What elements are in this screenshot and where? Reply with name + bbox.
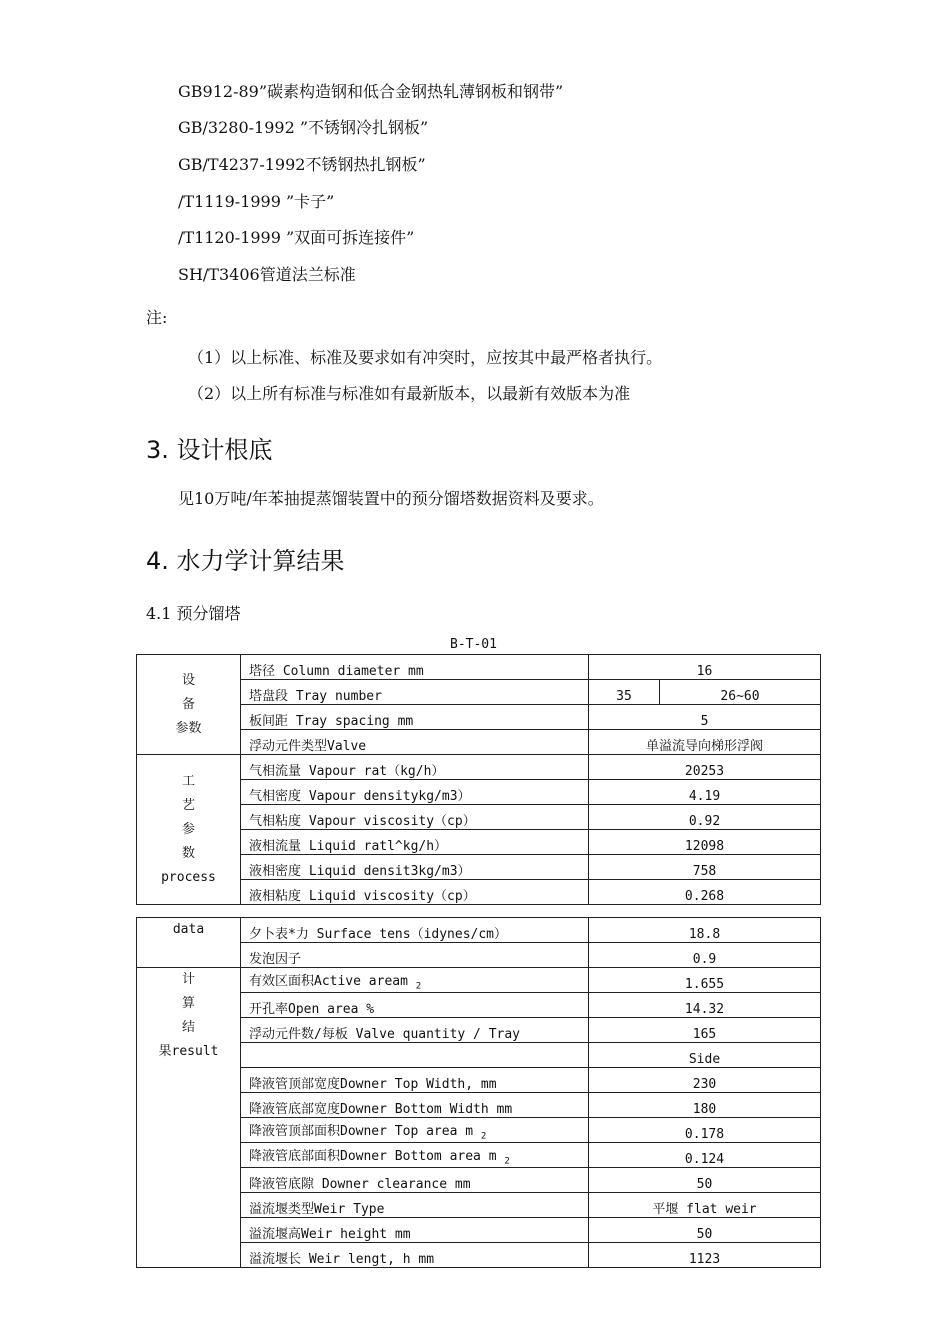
- row-value: 50: [589, 1168, 821, 1193]
- row-value: 1123: [589, 1243, 821, 1268]
- row-label: 液相流量 Liquid ratl^kg/h）: [241, 830, 589, 855]
- row-label: [241, 1043, 589, 1068]
- row-label: 液相粘度 Liquid viscosity（cp）: [241, 880, 589, 905]
- row-value: 20253: [589, 755, 821, 780]
- row-label: 有效区面积Active aream $_2$: [241, 968, 589, 993]
- row-value: 5: [589, 705, 821, 730]
- section-heading: 4. 水力学计算结果: [146, 547, 345, 575]
- row-label: 降液管顶部宽度Downer Top Width, mm: [241, 1068, 589, 1093]
- standard-item: SH/T3406管道法兰标准: [178, 265, 356, 284]
- row-label: 板间距 Tray spacing mm: [241, 705, 589, 730]
- row-value: 0.268: [589, 880, 821, 905]
- row-value: 12098: [589, 830, 821, 855]
- note-item: （1）以上标准、标准及要求如有冲突时，应按其中最严格者执行。: [188, 348, 663, 367]
- row-label: 发泡因子: [241, 943, 589, 968]
- row-value: 单溢流导向梯形浮阀: [589, 730, 821, 755]
- section-text: 见10万吨/年苯抽提蒸馏装置中的预分馏塔数据资料及要求。: [178, 489, 604, 508]
- note-label: 注:: [146, 308, 168, 327]
- row-value: 230: [589, 1068, 821, 1093]
- row-label: 浮动元件类型Valve: [241, 730, 589, 755]
- table-row: [137, 918, 821, 943]
- row-value: 0.124: [589, 1143, 821, 1168]
- row-value: 165: [589, 1018, 821, 1043]
- table-title: B-T-01: [450, 637, 497, 652]
- row-label: 夕卜表*力 Surface tens（idynes/cm）: [241, 918, 589, 943]
- table-row: [137, 755, 821, 780]
- row-label: 溢流堰类型Weir Type: [241, 1193, 589, 1218]
- note-item: （2）以上所有标准与标准如有最新版本，以最新有效版本为准: [188, 384, 631, 403]
- table-row: [137, 968, 821, 993]
- row-label: 溢流堰高Weir height mm: [241, 1218, 589, 1243]
- row-value: 16: [589, 655, 821, 680]
- row-label: 降液管底部面积Downer Bottom area m $_2$: [241, 1143, 589, 1168]
- row-label: 气相流量 Vapour rat（kg/h）: [241, 755, 589, 780]
- row-label: 降液管底隙 Downer clearance mm: [241, 1168, 589, 1193]
- group-equipment: 设 备 参数: [137, 655, 241, 755]
- row-label: 浮动元件数/每板 Valve quantity / Tray: [241, 1018, 589, 1043]
- standard-item: GB/T4237-1992不锈钢热扎钢板”: [178, 155, 426, 174]
- section-heading: 3. 设计根底: [146, 436, 273, 464]
- row-label: 溢流堰长 Weir lengt, h mm: [241, 1243, 589, 1268]
- standard-item: GB/3280-1992 ”不锈钢冷扎钢板”: [178, 118, 429, 137]
- spec-table-lower: [136, 917, 821, 1268]
- row-value: 0.9: [589, 943, 821, 968]
- spec-table-upper: [136, 654, 821, 905]
- group-data: data: [137, 918, 241, 968]
- standard-item: /T1119-1999 ”卡子”: [178, 192, 335, 211]
- row-value: 0.92: [589, 805, 821, 830]
- subsection-heading: 4.1 预分馏塔: [146, 604, 241, 623]
- row-value: 758: [589, 855, 821, 880]
- group-result: 计 算 结 果result: [137, 968, 241, 1268]
- row-label: 降液管底部宽度Downer Bottom Width mm: [241, 1093, 589, 1118]
- row-label: 气相粘度 Vapour viscosity（cp）: [241, 805, 589, 830]
- row-value: Side: [589, 1043, 821, 1068]
- row-value: 50: [589, 1218, 821, 1243]
- row-value: 14.32: [589, 993, 821, 1018]
- row-value: 平堰 flat weir: [589, 1193, 821, 1218]
- row-label: 气相密度 Vapour densitykg/m3）: [241, 780, 589, 805]
- row-value: 18.8: [589, 918, 821, 943]
- row-label: 开孔率Open area %: [241, 993, 589, 1018]
- row-label: 降液管顶部面积Downer Top area m $_2$: [241, 1118, 589, 1143]
- row-label: 液相密度 Liquid densit3kg/m3）: [241, 855, 589, 880]
- row-label: 塔盘段 Tray number: [241, 680, 589, 705]
- standard-item: /T1120-1999 ”双面可拆连接件”: [178, 228, 415, 247]
- row-value: 1.655: [589, 968, 821, 993]
- row-value: 35: [589, 680, 660, 705]
- row-value: 4.19: [589, 780, 821, 805]
- row-value: 26~60: [660, 680, 821, 705]
- group-process: 工 艺 参 数 process: [137, 755, 241, 905]
- table-row: [137, 655, 821, 680]
- row-value: 0.178: [589, 1118, 821, 1143]
- row-label: 塔径 Column diameter mm: [241, 655, 589, 680]
- row-value: 180: [589, 1093, 821, 1118]
- standard-item: GB912-89”碳素构造钢和低合金钢热轧薄钢板和钢带”: [178, 82, 564, 101]
